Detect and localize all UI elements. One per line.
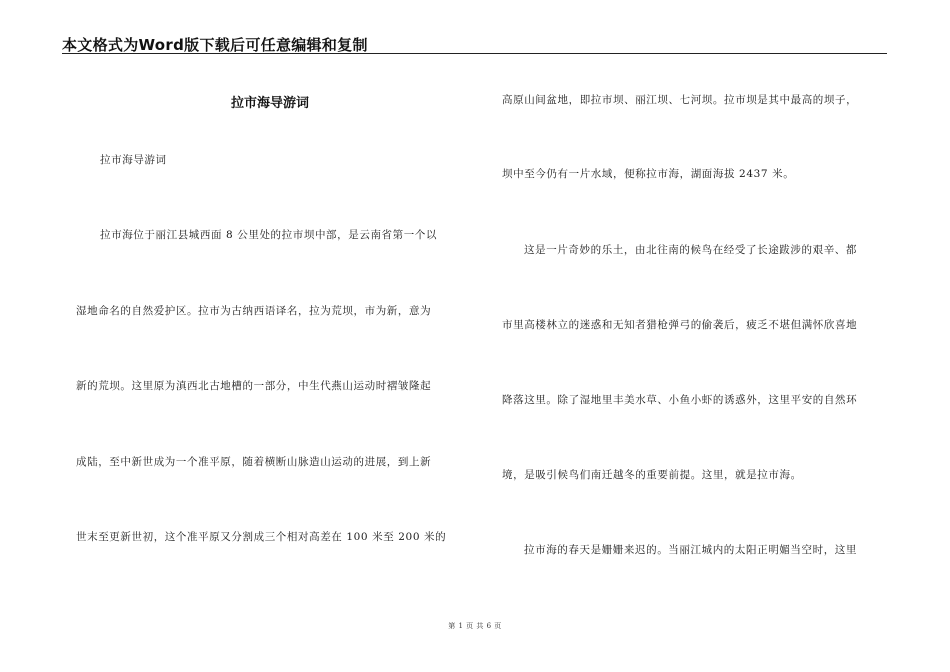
left-column-line: 拉市海位于丽江县城西面 8 公里处的拉市坝中部，是云南省第一个以 — [100, 229, 438, 241]
right-column-line: 坝中至今仍有一片水域，便称拉市海，湖面海拔 2437 米。 — [502, 168, 795, 180]
right-column-line: 境，是吸引候鸟们南迁越冬的重要前提。这里，就是拉市海。 — [502, 469, 802, 481]
page-indicator: 第 1 页 共 6 页 — [448, 622, 502, 630]
document-header-banner: 本文格式为Word版下载后可任意编辑和复制 — [62, 36, 368, 54]
right-column-line: 拉市海的春天是姗姗来迟的。当丽江城内的太阳正明媚当空时，这里 — [524, 544, 857, 556]
left-column-line: 湿地命名的自然爱护区。拉市为古纳西语译名，拉为荒坝，市为新，意为 — [76, 305, 432, 317]
right-column-line: 降落这里。除了湿地里丰美水草、小鱼小虾的诱惑外，这里平安的自然环 — [502, 394, 858, 406]
header-divider — [62, 53, 887, 54]
left-column-line: 新的荒坝。这里原为滇西北古地槽的一部分，中生代燕山运动时褶皱隆起 — [76, 380, 432, 392]
right-column-line: 高原山间盆地，即拉市坝、丽江坝、七河坝。拉市坝是其中最高的坝子， — [502, 94, 858, 106]
left-column-line: 拉市海导游词 — [100, 154, 167, 166]
right-column-line: 市里高楼林立的迷惑和无知者猎枪弹弓的偷袭后，疲乏不堪但满怀欣喜地 — [502, 319, 858, 331]
left-column-line: 成陆，至中新世成为一个准平原，随着横断山脉造山运动的进展，到上新 — [76, 456, 432, 468]
document-title: 拉市海导游词 — [230, 96, 309, 111]
right-column-line: 这是一片奇妙的乐土，由北往南的候鸟在经受了长途跋涉的艰辛、都 — [524, 244, 857, 256]
left-column-line: 世末至更新世初，这个准平原又分割成三个相对高差在 100 米至 200 米的 — [76, 531, 447, 543]
